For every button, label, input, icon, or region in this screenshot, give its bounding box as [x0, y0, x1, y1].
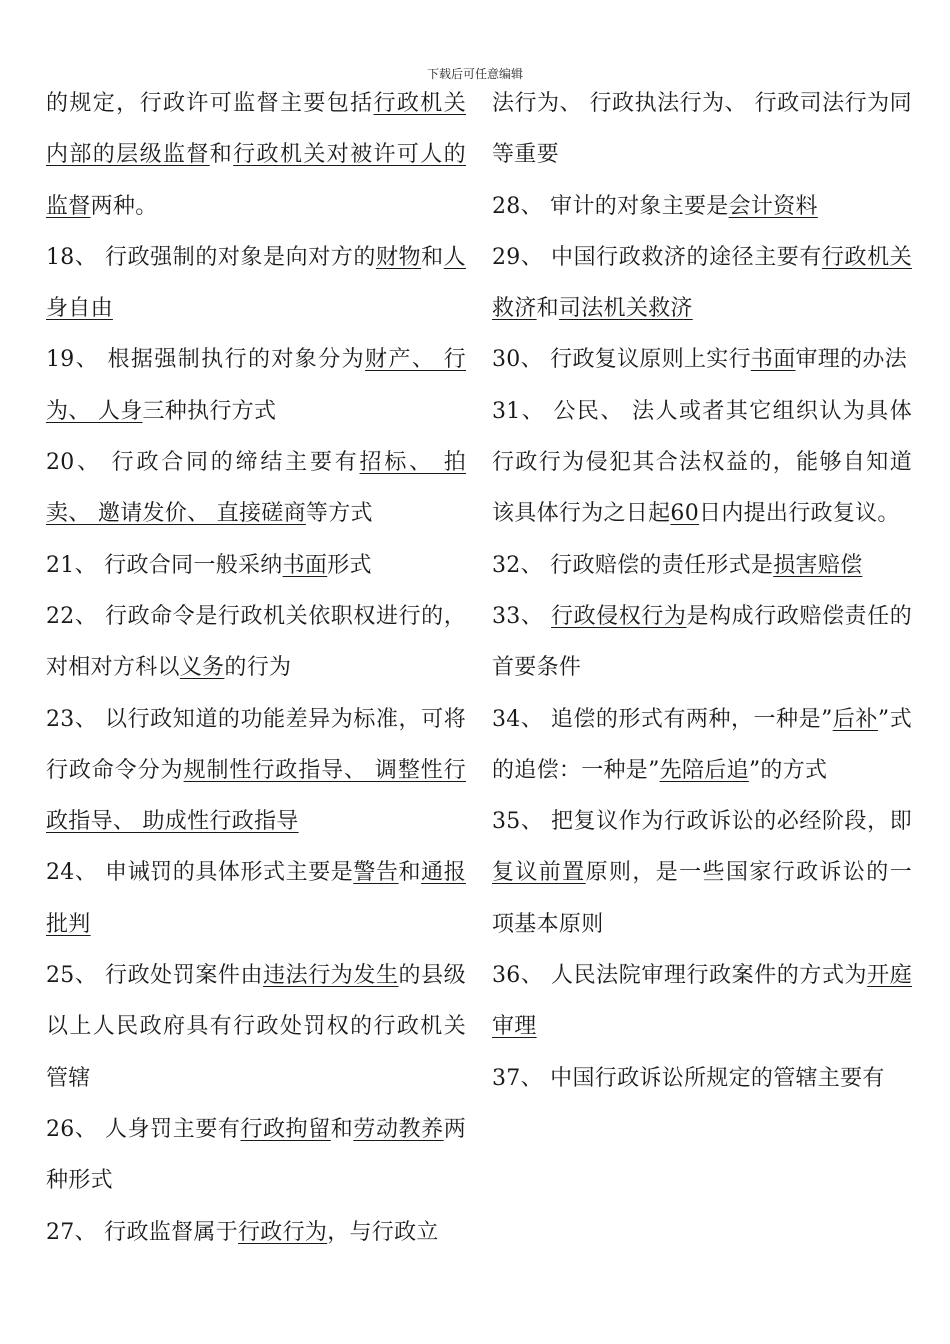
question-paragraph — [46, 950, 466, 1104]
question-text: 31、 公民、 法人或者其它组织认为具体行政行为侵犯其合法权益的，能够自知道该具体行为之日起 — [492, 398, 912, 527]
question-text: 的县级以上人民政府具有行政处罚权的行政机关管辖 — [46, 963, 466, 1091]
question-text: 日内提出行政复议。 — [699, 501, 900, 527]
question-text: 19、 根据强制执行的对象分为 — [46, 347, 366, 373]
answer-text: 财产、 行为、 人身 — [46, 347, 466, 424]
question-text: ”式的追偿：一种是” — [492, 706, 912, 783]
answer-text: 行政行为 — [238, 1219, 328, 1245]
question-text: 27、 行政监督属于 — [46, 1219, 238, 1245]
question-text: 和 — [421, 244, 444, 270]
question-paragraph — [46, 232, 466, 335]
answer-text: 损害赔偿 — [773, 552, 863, 578]
question-paragraph — [492, 78, 912, 181]
question-text: 是构成行政赔偿责任的首要条件 — [492, 603, 912, 681]
answer-text: 书面 — [282, 552, 328, 578]
question-text: 原则，是一些国家行政诉讼的一项基本原则 — [492, 860, 912, 937]
question-paragraph — [46, 540, 466, 591]
question-text: 两种。 — [90, 193, 158, 219]
question-paragraph — [46, 847, 466, 950]
question-paragraph — [492, 334, 912, 385]
question-paragraph — [46, 334, 466, 437]
answer-text: 通报批判 — [46, 860, 466, 937]
answer-text: 义务 — [179, 655, 225, 681]
question-paragraph — [492, 540, 912, 591]
question-paragraph — [46, 437, 466, 540]
question-text: 等方式 — [305, 501, 373, 527]
question-text: 法行为、 行政执法行为、 行政司法行为同等重要 — [492, 91, 912, 168]
question-text: 23、 以行政知道的功能差异为标准，可将行政命令分为 — [46, 706, 466, 783]
question-text: 25、 行政处罚案件由 — [46, 963, 264, 989]
question-text: 36、 人民法院审理行政案件的方式为 — [492, 963, 868, 989]
question-text: 和 — [209, 142, 234, 168]
question-paragraph — [46, 1207, 466, 1258]
question-text: 三种执行方式 — [142, 398, 277, 424]
question-text: 20、 行政合同的缔结主要有 — [46, 450, 360, 476]
answer-text: 警告 — [353, 860, 399, 886]
answer-text: 会计资料 — [728, 193, 818, 219]
question-text: 18、 行政强制的对象是向对方的 — [46, 244, 376, 270]
question-text: 21、 行政合同一般采纳 — [46, 552, 283, 578]
answer-text: 行政机关内部的层级监督 — [46, 91, 466, 168]
question-text: 形式 — [327, 552, 372, 578]
question-paragraph — [46, 1104, 466, 1207]
left-column — [46, 78, 466, 1258]
question-text: 29、 中国行政救济的途径主要有 — [492, 244, 822, 270]
answer-text: 违法行为发生 — [263, 963, 399, 989]
question-paragraph — [492, 591, 912, 694]
answer-text: 开庭审理 — [492, 963, 913, 1040]
question-paragraph — [492, 796, 912, 950]
question-paragraph — [46, 591, 466, 694]
question-text: 26、 人身罚主要有 — [46, 1116, 241, 1142]
answer-text: 书面 — [750, 347, 796, 373]
question-paragraph — [492, 232, 912, 335]
answer-text: 财物 — [375, 244, 422, 270]
question-text: 32、 行政赔偿的责任形式是 — [492, 552, 774, 578]
answer-text: 规制性行政指导、 调整性行政指导、 助成性行政指导 — [46, 757, 466, 835]
question-paragraph — [492, 694, 912, 797]
answer-text: 行政侵权行为 — [551, 603, 687, 629]
question-paragraph — [46, 78, 466, 232]
page-header: 下载后可任意编辑 — [426, 67, 523, 81]
answer-text: 行政机关对被许可人的监督 — [46, 142, 466, 219]
question-paragraph — [492, 181, 912, 232]
question-text: 两种形式 — [46, 1116, 466, 1194]
question-text: 28、 审计的对象主要是 — [492, 193, 729, 219]
question-paragraph — [492, 386, 912, 540]
question-text: 34、 追偿的形式有两种，一种是” — [492, 706, 833, 732]
answer-text: 后补 — [832, 706, 878, 732]
answer-text: 先陪后追 — [659, 757, 749, 783]
answer-text: 复议前置 — [492, 860, 586, 886]
answer-text: 60 — [670, 501, 700, 527]
answer-text: 人身自由 — [46, 244, 466, 322]
question-text: 30、 行政复议原则上实行 — [492, 347, 751, 373]
question-text: 的规定，行政许可监督主要包括 — [46, 91, 374, 116]
question-text: ”的方式 — [748, 757, 828, 783]
question-text: 33、 — [492, 603, 552, 629]
answer-text: 行政机关救济 — [492, 244, 913, 322]
question-text: 24、 申诫罚的具体形式主要是 — [46, 860, 354, 886]
question-text: ，与行政立 — [327, 1219, 439, 1245]
question-text: 和 — [330, 1116, 354, 1142]
question-text: 和 — [398, 860, 422, 886]
question-text: 37、 中国行政诉讼所规定的管辖主要有 — [492, 1065, 885, 1091]
right-column — [492, 78, 912, 1104]
answer-text: 司法机关救济 — [558, 296, 693, 322]
question-text: 的行为 — [224, 655, 292, 681]
question-paragraph — [46, 694, 466, 848]
answer-text: 劳动教养 — [353, 1116, 444, 1142]
answer-text: 行政拘留 — [240, 1116, 331, 1142]
question-text: 22、 行政命令是行政机关依职权进行的， 对相对方科以 — [46, 603, 466, 681]
question-paragraph — [492, 950, 912, 1053]
question-text: 审理的办法 — [795, 347, 908, 373]
answer-text: 招标、 拍卖、 邀请发价、 直接磋商 — [46, 450, 466, 527]
question-paragraph — [492, 1053, 912, 1104]
question-text: 35、 把复议作为行政诉讼的必经阶段，即 — [492, 809, 912, 835]
question-text: 和 — [536, 296, 559, 322]
